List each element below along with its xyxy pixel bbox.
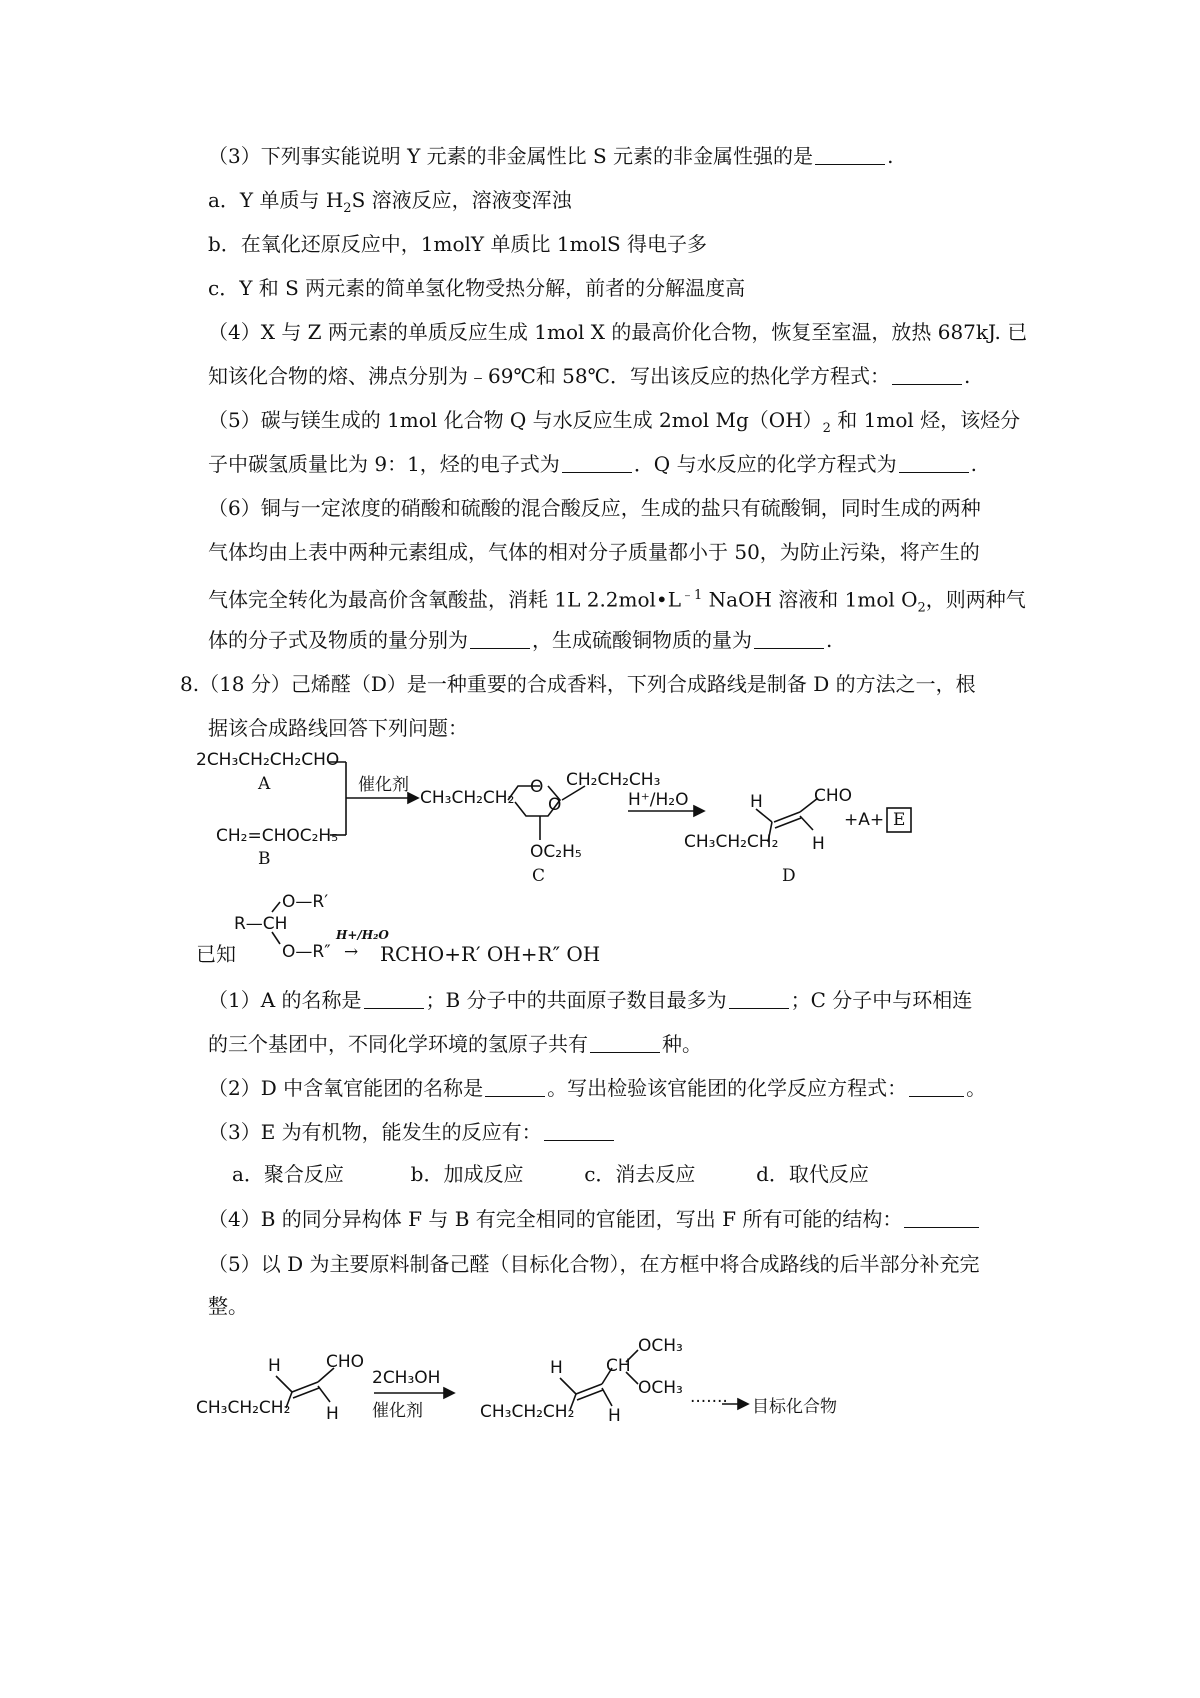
q8-5-line-1: （5）以 D 为主要原料制备己醛（目标化合物），在方框中将合成路线的后半部分补充完 <box>208 1252 980 1276</box>
s2-d-h-top: H <box>268 1356 281 1376</box>
q8-2: （2）D 中含氧官能团的名称是 。写出检验该官能团的化学反应方程式： 。 <box>208 1076 987 1100</box>
s2-p-h-bottom: H <box>608 1406 621 1426</box>
compound-a-label: A <box>258 774 271 794</box>
compound-c-right-chain: CH₂CH₂CH₃ <box>566 770 661 790</box>
compound-b-label: B <box>258 849 271 869</box>
compound-c-ring-o2: O <box>548 795 562 815</box>
known-or2: O—R″ <box>282 942 331 962</box>
q7-3-option-b: b．在氧化还原反应中，1molY 单质比 1molS 得电子多 <box>208 232 708 256</box>
known-products: RCHO+R′ OH+R″ OH <box>380 942 601 966</box>
s2-d-chain: CH₃CH₂CH₂ <box>196 1398 291 1418</box>
q7-5-line-2: 子中碳氢质量比为 9：1，烃的电子式为 ．Q 与水反应的化学方程式为 . <box>208 452 977 476</box>
s2-p-h-top: H <box>550 1358 563 1378</box>
s2-p-och3-bottom: OCH₃ <box>638 1378 683 1398</box>
plus-a-plus: +A+ <box>844 810 885 830</box>
acid-water-reagent: H⁺/H₂O <box>628 790 689 810</box>
q8-4: （4）B 的同分异构体 F 与 B 有完全相同的官能团，写出 F 所有可能的结构： <box>208 1205 1028 1233</box>
compound-a-formula: 2CH₃CH₂CH₂CHO <box>196 750 340 770</box>
q7-6-line-3: 气体完全转化为最高价含氧酸盐，消耗 1L $2.2mol•L^{﹣1}$ NaOH 溶液和 1mol $O_2$，则两种气 <box>208 587 1026 616</box>
q8-stem-line-1: 8.（18 分）己烯醛（D）是一种重要的合成香料，下列合成路线是制备 D 的方法之一，根 <box>180 672 976 696</box>
compound-c-ring-o1: O <box>530 777 544 797</box>
s2-dots: ······· <box>690 1392 728 1412</box>
s2-p-och3-top: OCH₃ <box>638 1336 683 1356</box>
known-or1: O—R′ <box>282 892 329 912</box>
s2-target-compound: 目标化合物 <box>752 1397 837 1417</box>
q8-5-line-2: 整。 <box>208 1294 248 1318</box>
q7-3-option-c: c．Y 和 S 两元素的简单氢化物受热分解，前者的分解温度高 <box>208 276 746 300</box>
q7-6-line-4: 体的分子式及物质的量分别为 ，生成硫酸铜物质的量为 . <box>208 628 833 652</box>
q7-5-line-1: （5）碳与镁生成的 1mol 化合物 Q 与水反应生成 2mol $Mg(OH)_2$ 和 1mol 烃，该烃分 <box>208 408 1021 436</box>
q8-3-stem: （3）E 为有机物，能发生的反应有： <box>208 1118 1028 1146</box>
q7-4-line-1: （4）X 与 Z 两元素的单质反应生成 1mol X 的最高价化合物，恢复至室温，放热 687kJ. 已 <box>208 320 1028 344</box>
known-condition: H+/H₂O <box>336 928 389 942</box>
compound-b-formula: CH₂=CHOC₂H₅ <box>216 826 339 846</box>
q7-3-stem: （3）下列事实能说明 Y 元素的非金属性比 S 元素的非金属性强的是 . <box>208 144 894 168</box>
compound-d-cho: CHO <box>814 786 853 806</box>
option-a: a．聚合反应 <box>232 1162 344 1186</box>
compound-d-h-top: H <box>750 792 763 812</box>
q8-stem-line-2: 据该合成路线回答下列问题： <box>208 716 468 740</box>
q7-4-line-2: 知该化合物的熔、沸点分别为﹣69℃和 58℃．写出该反应的热化学方程式： . <box>208 364 971 388</box>
known-rch: R—CH <box>234 914 288 934</box>
s2-reagent-methanol: 2CH₃OH <box>372 1368 441 1388</box>
s2-p-chain: CH₃CH₂CH₂ <box>480 1402 575 1422</box>
s2-d-cho: CHO <box>326 1352 365 1372</box>
compound-d-h-bottom: H <box>812 834 825 854</box>
compound-e-box-label: E <box>893 810 906 830</box>
s2-p-ch: CH <box>606 1356 631 1376</box>
s2-reagent-catalyst: 催化剂 <box>372 1401 423 1421</box>
compound-d-chain: CH₃CH₂CH₂ <box>684 832 779 852</box>
compound-d-label: D <box>782 866 796 886</box>
q8-1-line-1: （1）A 的名称是 ；B 分子中的共面原子数目最多为 ；C 分子中与环相连 <box>208 988 973 1012</box>
s2-d-h-bottom: H <box>326 1404 339 1424</box>
compound-c-label: C <box>532 866 546 886</box>
q7-6-line-2: 气体均由上表中两种元素组成，气体的相对分子质量都小于 50，为防止污染，将产生的 <box>208 540 980 564</box>
option-b: b．加成反应 <box>410 1162 524 1186</box>
option-c: c．消去反应 <box>584 1162 696 1186</box>
q7-6-line-1: （6）铜与一定浓度的硝酸和硫酸的混合酸反应，生成的盐只有硫酸铜，同时生成的两种 <box>208 496 981 520</box>
known-arrow: → <box>344 942 359 962</box>
q8-1-line-2: 的三个基团中，不同化学环境的氢原子共有 种。 <box>208 1032 702 1056</box>
known-prefix: 已知 <box>196 942 236 966</box>
compound-c-left-chain: CH₃CH₂CH₂ <box>420 788 515 808</box>
q7-3-option-a: a．Y 单质与 $H_2S$ 溶液反应，溶液变浑浊 <box>208 188 572 216</box>
option-d: d．取代反应 <box>756 1162 869 1186</box>
catalyst-label: 催化剂 <box>358 775 409 795</box>
compound-c-substituent: OC₂H₅ <box>530 842 582 862</box>
